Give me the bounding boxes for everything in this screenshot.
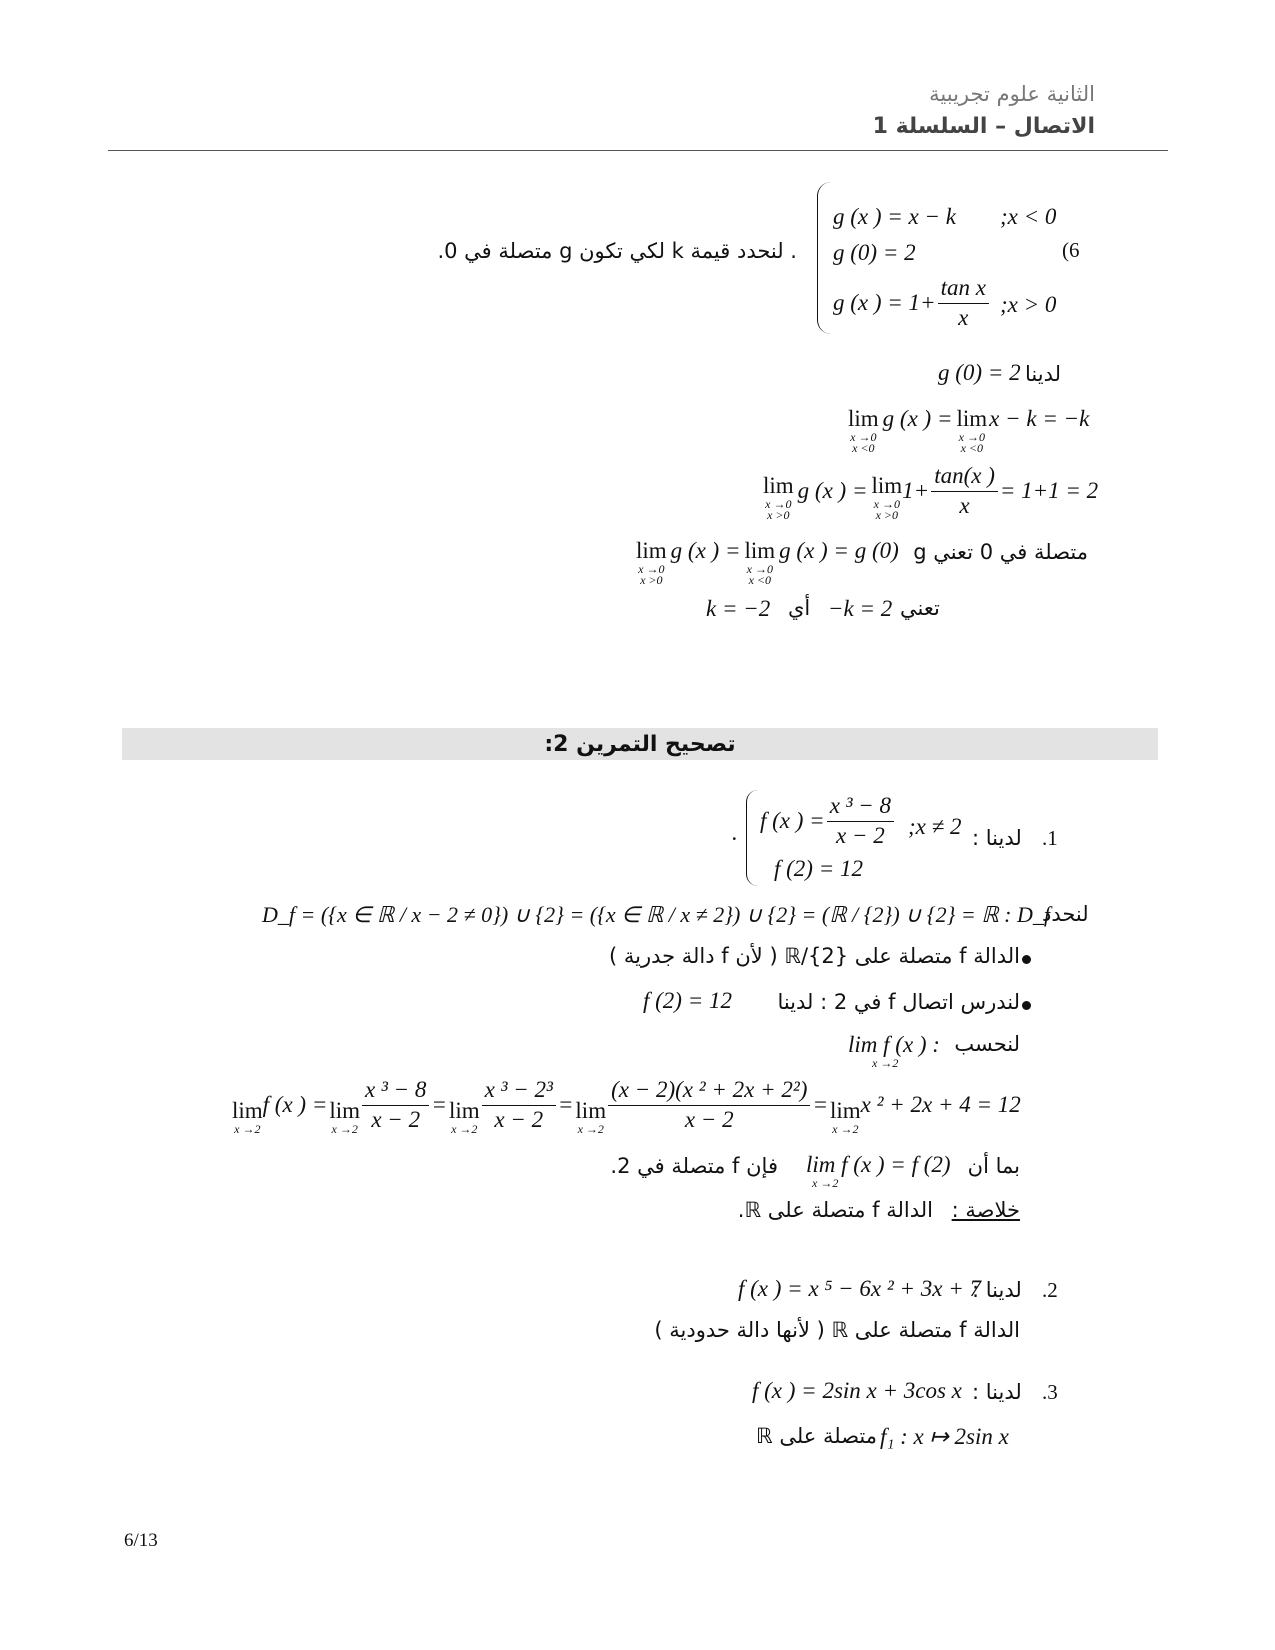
q1-limit-computation: lim x →2 f (x ) = lim x →2 $\frac{\text{x ³ − 8}}{x - 2}$ = lim x →2 $\frac{\text{x ³ − 2³}}{x - 2}$ = lim x →2 $\frac{\text{(x − 2)(x ² + 2x + 2²)}}{x - 2}$ = lim x →2 x ² + 2x + 4 = 12 xyxy=(232,1077,1021,1136)
q3-have: لدينا : xyxy=(972,1380,1022,1404)
header-divider xyxy=(108,150,1168,151)
ex6-case1: g (x ) = x − k xyxy=(833,204,956,229)
q1-since-text: بما أن xyxy=(967,1154,1020,1178)
q2-have: لدينا : xyxy=(972,1278,1022,1302)
lim-operator: lim x →2 xyxy=(448,1097,480,1136)
q1-bullet2-text: لندرس اتصال f في 2 : لدينا xyxy=(777,990,1020,1014)
q1-conclusion-text: الدالة f متصلة على ℝ. xyxy=(737,1198,933,1222)
q1-f2: f (2) = 12 xyxy=(774,856,863,881)
ex6-right-limit: lim x →0 x >0 g (x ) = lim x →0 x >0 1+ $\frac{\tan(x )}{x}$ = 1+1 = 2 xyxy=(763,463,1099,522)
q1-domain-label: لنحدد xyxy=(1042,902,1089,926)
ex6-case3 xyxy=(833,274,991,333)
lim-operator: lim x →0 x >0 xyxy=(763,472,794,522)
q1-compute-sub: x →2 xyxy=(872,1056,899,1070)
q1-conclusion-label: خلاصة : xyxy=(951,1198,1020,1222)
ex6-means: تعني xyxy=(900,596,940,620)
q1-have: لدينا : xyxy=(972,826,1022,850)
ex6-intro: . لنحدد قيمة k لكي تكون g متصلة في 0. xyxy=(437,239,797,263)
ex6-line3-fraction: $\frac{\tan(x )}{x}$ xyxy=(931,462,998,521)
q1-compute-expr: lim f (x ) : xyxy=(848,1032,940,1057)
q3-number: .3 xyxy=(1042,1380,1058,1404)
lim-operator: lim x →0 x <0 xyxy=(744,538,776,587)
ex6-eq1: −k = 2 xyxy=(828,596,893,621)
q1-since-sub: x →2 xyxy=(812,1176,839,1190)
ex6-g0: g (0) = 2 xyxy=(938,360,1021,385)
q1-since-then: فإن f متصلة في 2. xyxy=(610,1154,778,1178)
lim-operator: lim x →0 x <0 xyxy=(848,406,879,455)
q1-dot: . xyxy=(732,820,738,845)
q2-expr: f (x ) = x ⁵ − 6x ² + 3x + 7 xyxy=(738,1276,982,1301)
q3-f1-text: متصلة على ℝ xyxy=(756,1424,877,1448)
q1-f-definition: f (x ) = $\frac{\text{x ³ − 8}}{x - 2}$ xyxy=(760,792,896,851)
section-exercise2-header xyxy=(122,728,1158,760)
q1-since-expr: lim f (x ) = f (2) xyxy=(806,1152,951,1177)
page-number: 6/13 xyxy=(124,1530,158,1551)
lim-operator: lim x →2 xyxy=(232,1097,263,1136)
q1-number: .1 xyxy=(1042,826,1058,850)
ex6-case3-den: x xyxy=(958,304,969,330)
lim-operator: lim x →0 x <0 xyxy=(956,406,988,455)
ex6-case2: g (0) = 2 xyxy=(833,240,916,265)
ex6-case3-cond: ;x > 0 xyxy=(1000,292,1057,317)
lim-operator: lim x →2 xyxy=(830,1097,861,1136)
ex6-have-label: لدينا xyxy=(1025,362,1062,386)
q3-f1: f₁ : x ↦ 2sin x xyxy=(880,1424,1009,1449)
q1-compute-text: لنحسب xyxy=(954,1032,1020,1056)
lim-operator: lim x →2 xyxy=(575,1097,607,1136)
lim-operator: lim x →0 x >0 xyxy=(636,538,667,587)
ex6-system-brace xyxy=(817,182,831,334)
q1-system-brace xyxy=(746,790,758,886)
header-lesson: الاتصال – السلسلة 1 xyxy=(872,114,1095,139)
q2-number: .2 xyxy=(1042,1278,1058,1302)
bullet-2 xyxy=(1022,1001,1031,1010)
header-level: الثانية علوم تجريبية xyxy=(929,82,1095,106)
q1-domain-expr: D_f = ({x ∈ ℝ / x − 2 ≠ 0}) ∪ {2} = ({x ∈ ℝ / x ≠ 2}) ∪ {2} = (ℝ / {2}) ∪ {2} = ℝ : D_f xyxy=(262,902,1050,927)
lim-operator: lim x →0 x >0 xyxy=(871,472,903,522)
ex6-case3-num: tan x xyxy=(938,274,989,304)
q1-bullet1: الدالة f متصلة على ℝ/{2} ( لأن f دالة جدرية ) xyxy=(608,944,1020,968)
bullet-1 xyxy=(1022,955,1031,964)
ex6-case3-fraction xyxy=(938,274,989,333)
ex6-eq2: k = −2 xyxy=(706,596,771,621)
q3-expr: f (x ) = 2sin x + 3cos x xyxy=(752,1378,962,1403)
q2-text: الدالة f متصلة على ℝ ( لأنها دالة حدودية ) xyxy=(654,1318,1020,1342)
ex6-or: أي xyxy=(788,596,811,620)
lim-operator: lim x →2 xyxy=(329,1097,361,1136)
ex6-line4-text: g متصلة في 0 تعني xyxy=(913,540,1088,564)
ex6-continuity-condition: lim x →0 x >0 g (x ) = lim x →0 x <0 g (x ) = g (0) xyxy=(636,538,899,587)
section-title: تصحيح التمرين 2: xyxy=(544,731,736,757)
q1-f-fraction: $\frac{\text{x ³ − 8}}{x - 2}$ xyxy=(827,792,894,851)
q1-f-cond: ;x ≠ 2 xyxy=(908,814,962,839)
ex6-left-limit: lim x →0 x <0 g (x ) = lim x →0 x <0 x − k = −k xyxy=(848,406,1090,455)
ex6-number: (6 xyxy=(1062,238,1080,262)
q1-bullet2-eq: f (2) = 12 xyxy=(643,988,732,1013)
ex6-case1-cond: ;x < 0 xyxy=(1000,204,1057,229)
ex6-case3-lhs: g (x ) = 1+ xyxy=(833,290,936,316)
